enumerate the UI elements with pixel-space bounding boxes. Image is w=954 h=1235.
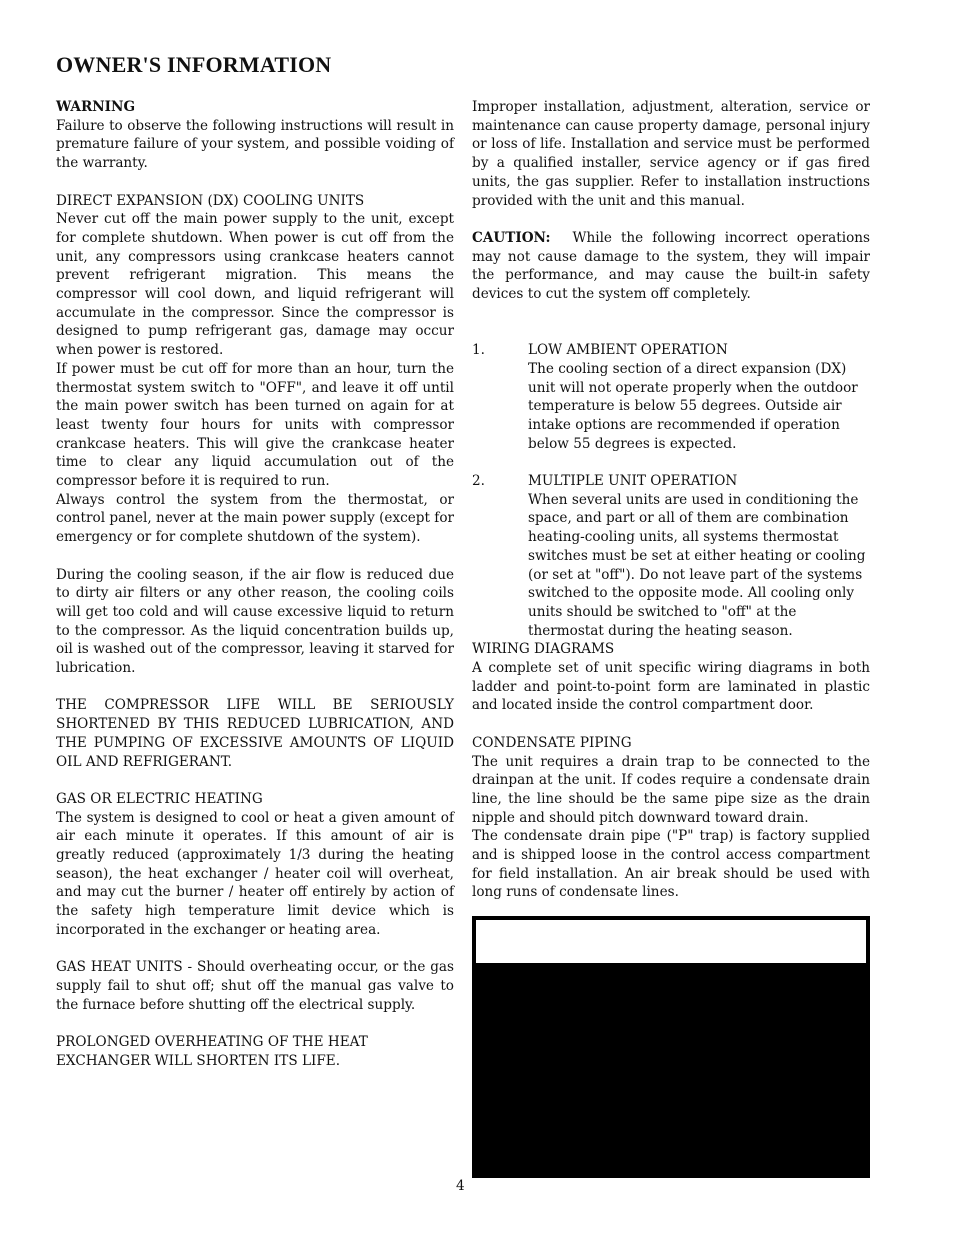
improper-installation-paragraph: Improper installation, adjustment, alteration, service or maintenance can cause property damage, personal injury or loss of life. Installation and service must be performed by a qualified installer, service agency or if gas fired units, the gas supplier. Refer to installation instructions provided with the unit and this manual. [472,99,870,209]
caution-text: While the following incorrect operations may not cause damage to the system, they will impair the performance, and may cause the built-in safety devices to cut the system off completely. [472,229,870,303]
right-column [472,98,870,902]
caution-label: CAUTION: [472,229,551,246]
item-number: 2. [472,473,485,489]
dx-heading: DIRECT EXPANSION (DX) COOLING UNITS [56,192,365,209]
condensate-paragraph-1: The unit requires a drain trap to be connected to the drainpan at the unit. If codes require a condensate drain line, the line should be the same pipe size as the drain nipple and should pitch downward toward drain. [472,753,870,826]
dx-paragraph-3: Always control the system from the thermostat, or control panel, never at the main power supply (except for emergency or for complete shutdown of the system). [56,491,454,546]
condensate-piping-heading: CONDENSATE PIPING [472,734,632,751]
page-number: 4 [456,1178,465,1194]
warning-text: Failure to observe the following instructions will result in premature failure of your system, and possible voiding of the warranty. [56,117,454,172]
item-text: When several units are used in conditioning the space, and part or all of them are combination heating-cooling units, all systems thermostat switches must be set at either heating or cooling (or set at "off"). Do not leave part of the systems switched to the opposite mode. All cooling only units should be switched to "off" at the thermostat during the heating season. [528,491,866,639]
gas-heat-units-paragraph: GAS HEAT UNITS - Should overheating occur, or the gas supply fail to shut off; shut off the manual gas valve to the furnace before shutting off the electrical supply. [56,959,454,1013]
warning-heading: WARNING [56,99,136,115]
condensate-paragraph-2: The condensate drain pipe ("P" trap) is factory supplied and is shipped loose in the control access compartment for field installation. An air break should be used with long runs of condensate lines. [472,828,870,901]
gas-heating-text: The system is designed to cool or heat a given amount of air each minute it operates. If this amount of air is greatly reduced (approximately 1/3 during the heating season), the heat exchanger / heater coil will overheat, and may cut the burner / heater off entirely by action of the safety high temperature limit device which is incorporated in the exchanger or heating area. [56,809,454,938]
left-column [56,98,454,1070]
caution-paragraph [472,229,870,304]
gas-heating-heading: GAS OR ELECTRIC HEATING [56,790,263,807]
dx-paragraph-1: Never cut off the main power supply to the unit, except for complete shutdown. When power is cut off from the unit, any compressors using crankcase heaters cannot prevent refrigerant migration. This means the compressor will cool down, and liquid refrigerant will accumulate in the compressor. Since the compressor is designed to pump refrigerant gas, damage may occur when power is restored. [56,211,454,359]
dx-paragraph-2: If power must be cut off for more than an hour, turn the thermostat system switch to "OFF", and leave it off until the main power switch has been turned on again for at least twenty four hours for units with compressor crankcase heaters. This will give the crankcase heater time to clear any liquid accumulation out of the compressor before it is required to run. [56,360,454,490]
item-heading: MULTIPLE UNIT OPERATION [528,473,738,489]
notice-box-header [476,920,866,963]
wiring-diagrams-text: A complete set of unit specific wiring diagrams in both ladder and point-to-point form are laminated in plastic and located inside the control compartment door. [472,660,870,714]
item-heading: LOW AMBIENT OPERATION [528,342,728,359]
cooling-season-paragraph: During the cooling season, if the air flow is reduced due to dirty air filters or any other reason, the cooling coils will get too cold and will cause excessive liquid to return to the compressor. As the liquid concentration builds up, oil is washed out of the compressor, leaving it starved for lubrication. [56,566,454,677]
compressor-life-warning: THE COMPRESSOR LIFE WILL BE SERIOUSLY SHORTENED BY THIS REDUCED LUBRICATION, AND THE PUMPING OF EXCESSIVE AMOUNTS OF LIQUID OIL AND REFRIGERANT. [56,697,454,770]
item-number: 1. [472,342,485,359]
wiring-diagrams-heading: WIRING DIAGRAMS [472,641,615,658]
page-title: OWNER'S INFORMATION [56,52,332,77]
black-notice-box [472,916,870,1178]
item-text: The cooling section of a direct expansion (DX) unit will not operate properly when the outdoor temperature is below 55 degrees. Outside air intake options are recommended if operation below 55 degrees is expected. [528,360,858,452]
numbered-item-multiple-unit [472,472,870,640]
numbered-item-low-ambient [472,341,870,453]
prolonged-overheating-warning: PROLONGED OVERHEATING OF THE HEAT EXCHANGER WILL SHORTEN ITS LIFE. [56,1034,368,1069]
